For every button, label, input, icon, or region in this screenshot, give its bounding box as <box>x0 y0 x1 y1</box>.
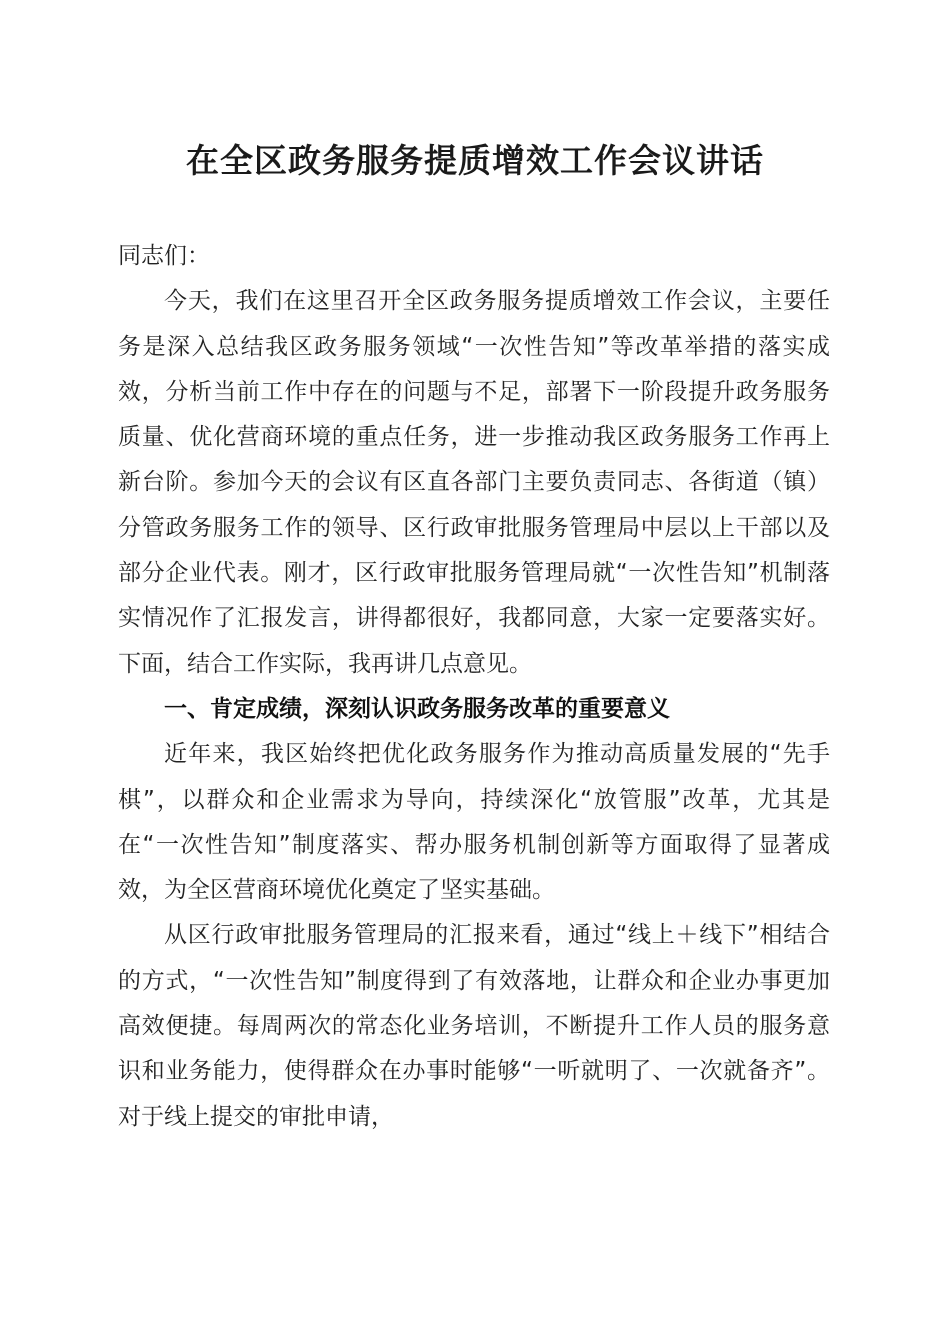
section-paragraph-1: 近年来，我区始终把优化政务服务作为推动高质量发展的“先手棋”，以群众和企业需求为导向，持续深化“放管服”改革，尤其是在“一次性告知”制度落实、帮办服务机制创新等方面取得了显著成效，为全区营商环境优化奠定了坚实基础。 <box>118 741 830 904</box>
document-title: 在全区政务服务提质增效工作会议讲话 <box>186 141 764 180</box>
section-heading: 一、肯定成绩，深刻认识政务服务改革的重要意义 <box>164 695 670 722</box>
section-paragraph-2: 从区行政审批服务管理局的汇报来看，通过“线上＋线下”相结合的方式，“一次性告知”制度得到了有效落地，让群众和企业办事更加高效便捷。每周两次的常态化业务培训，不断提升工作人员的服务意识和业务能力，使得群众在办事时能够“一听就明了、一次就备齐”。对于线上提交的审批申请， <box>118 922 830 1130</box>
salutation: 同志们： <box>118 243 210 269</box>
document-body <box>118 234 830 1140</box>
intro-paragraph: 今天，我们在这里召开全区政务服务提质增效工作会议，主要任务是深入总结我区政务服务领域“一次性告知”等改革举措的落实成效，分析当前工作中存在的问题与不足，部署下一阶段提升政务服务质量、优化营商环境的重点任务，进一步推动我区政务服务工作再上新台阶。参加今天的会议有区直各部门主要负责同志、各街道（镇）分管政务服务工作的领导、区行政审批服务管理局中层以上干部以及部分企业代表。刚才，区行政审批服务管理局就“一次性告知”机制落实情况作了汇报发言，讲得都很好，我都同意，大家一定要落实好。下面，结合工作实际，我再讲几点意见。 <box>118 288 830 677</box>
